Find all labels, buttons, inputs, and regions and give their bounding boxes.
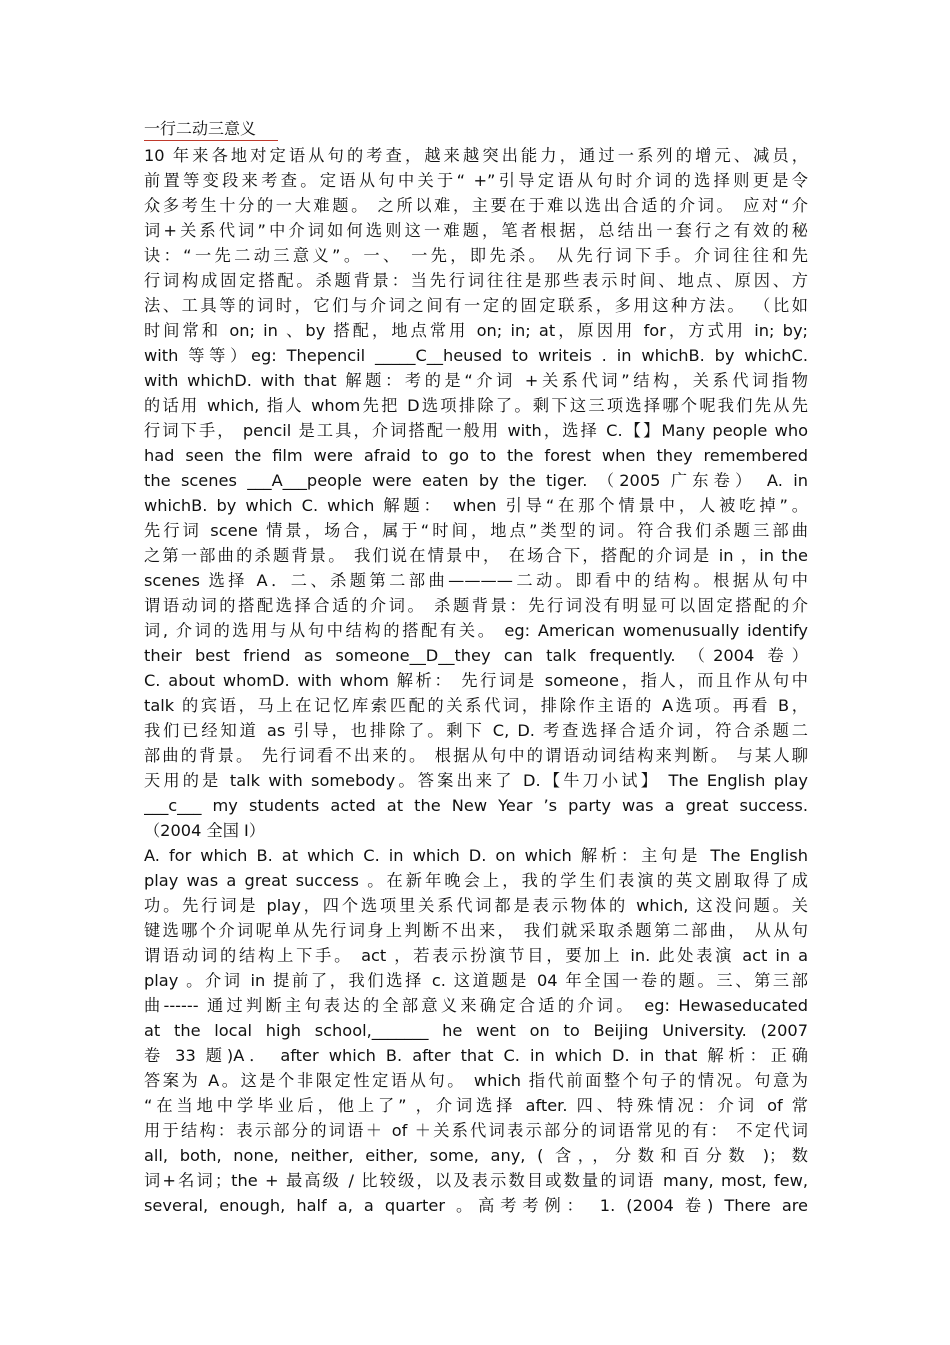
text-line: with whichD. with that 解题：考的是“介词 +关系代词”结构，关系代词指物 xyxy=(144,371,808,390)
text-line: C. about whomD. with whom 解析： 先行词是 someone，指人，而且作从句中 xyxy=(144,671,808,690)
text-line: 卷 33 题)A． after which B. after that C. in which D. in that 解析：正确 xyxy=(144,1046,808,1065)
text-line: 行词下手， pencil 是工具，介词搭配一般用 with，选择 C.【】Many people who xyxy=(144,421,808,440)
text-line: 众多考生十分的一大难题。 之所以难，主要在于难以选出合适的介词。 应对“介 xyxy=(144,196,808,215)
text-line: 法、工具等的词时，它们与介词之间有一定的固定联系，多用这种方法。 （比如 xyxy=(144,296,808,315)
text-line: A. for which B. at which C. in which D. on which 解析：主句是 The English xyxy=(144,846,808,865)
text-line: whichB. by which C. which 解题： when 引导“在那个情景中，人被吃掉”。 xyxy=(144,496,808,515)
text-line: 先行词 scene 情景，场合，属于“时间，地点”类型的词。符合我们杀题三部曲 xyxy=(144,521,808,540)
document-body xyxy=(144,143,808,1218)
text-line: 谓语动词的搭配选择合适的介词。 杀题背景：先行词没有明显可以固定搭配的介 xyxy=(144,596,808,615)
title-underline xyxy=(144,140,278,141)
text-line: “在当地中学毕业后，他上了” ，介词选择 after. 四、特殊情况：介词 of 常 xyxy=(144,1096,808,1115)
text-line: 诀：“一先二动三意义”。一、 一先，即先杀。 从先行词下手。介词往往和先 xyxy=(144,246,808,265)
text-line: 行词构成固定搭配。杀题背景：当先行词往往是那些表示时间、地点、原因、方 xyxy=(144,271,808,290)
text-line: ___c___ my students acted at the New Year ’s party was a great success. xyxy=(144,796,808,815)
text-line: play was a great success 。在新年晚会上，我的学生们表演的英文剧取得了成 xyxy=(144,871,808,890)
text-line: 之第一部曲的杀题背景。 我们说在情景中， 在场合下，搭配的介词是 in ，in the xyxy=(144,546,808,565)
text-line: 前置等变段来考查。定语从句中关于“ +”引导定语从句时介词的选择则更是令 xyxy=(144,171,808,190)
text-line: the scenes ___A___people were eaten by the tiger. （2005 广东卷） A. in xyxy=(144,471,808,490)
text-line: 10 年来各地对定语从句的考查，越来越突出能力，通过一系列的增元、减员， xyxy=(144,146,808,165)
text-line: 我们已经知道 as 引导，也排除了。剩下 C, D. 考查选择合适介词，符合杀题二 xyxy=(144,721,808,740)
text-line: all, both, none, neither, either, some, any, ( 含，，分数和百分数 )；数 xyxy=(144,1146,808,1165)
text-line: talk 的宾语，马上在记忆库索匹配的关系代词，排除作主语的 A选项。再看 B， xyxy=(144,696,808,715)
text-line: 的话用 which, 指人 whom先把 D选项排除了。剩下这三项选择哪个呢我们先从先 xyxy=(144,396,808,415)
text-line: had seen the film were afraid to go to the forest when they remembered xyxy=(144,446,808,465)
text-line: several, enough, half a, a quarter 。高考考例： 1. (2004 卷) There are xyxy=(144,1196,808,1215)
text-line: their best friend as someone__D__they can talk frequently. （2004 卷） xyxy=(144,646,808,665)
text-line: 曲------ 通过判断主句表达的全部意义来确定合适的介词。 eg: Hewaseducated xyxy=(144,996,808,1015)
text-line: 时间常和 on; in 、by 搭配，地点常用 on; in; at，原因用 for，方式用 in; by; xyxy=(144,321,808,340)
text-line: 词, 介词的选用与从句中结构的搭配有关。 eg: American womenusually identify xyxy=(144,621,808,640)
text-line: 词+名词；the + 最高级 / 比较级，以及表示数目或数量的词语 many, most, few, xyxy=(144,1171,808,1190)
text-line: 词+关系代词”中介词如何选则这一难题，笔者根据，总结出一套行之有效的秘 xyxy=(144,221,808,240)
text-line: 键选哪个介词呢单从先行词身上判断不出来， 我们就采取杀题第二部曲， 从从句 xyxy=(144,921,808,940)
text-line: 天用的是 talk with somebody。答案出来了 D.【牛刀小试】 The English play xyxy=(144,771,808,790)
text-line: scenes 选择 A．二、杀题第二部曲————二动。即看中的结构。根据从句中 xyxy=(144,571,808,590)
text-line: 谓语动词的结构上下手。 act ，若表示扮演节目，要加上 in. 此处表演 act in a xyxy=(144,946,808,965)
document-title: 一行二动三意义 xyxy=(144,119,257,138)
text-line: play 。介词 in 提前了，我们选择 c. 这道题是 04 年全国一卷的题。三、第三部 xyxy=(144,971,808,990)
text-line: 部曲的背景。 先行词看不出来的。 根据从句中的谓语动词结构来判断。 与某人聊 xyxy=(144,746,808,765)
text-line: 功。先行词是 play，四个选项里关系代词都是表示物体的 which, 这没问题。关 xyxy=(144,896,808,915)
text-line: with 等等）eg: Thepencil _____C__heused to writeis . in whichB. by whichC. xyxy=(144,346,808,365)
text-line: 答案为 A。这是个非限定性定语从句。 which 指代前面整个句子的情况。句意为 xyxy=(144,1071,808,1090)
text-line: at the local high school,_______ he went on to Beijing University. (2007 xyxy=(144,1021,808,1040)
text-line: （2004 全国 I） xyxy=(144,821,266,840)
text-line: 用于结构：表示部分的词语＋ of ＋关系代词表示部分的词语常见的有： 不定代词 xyxy=(144,1121,808,1140)
